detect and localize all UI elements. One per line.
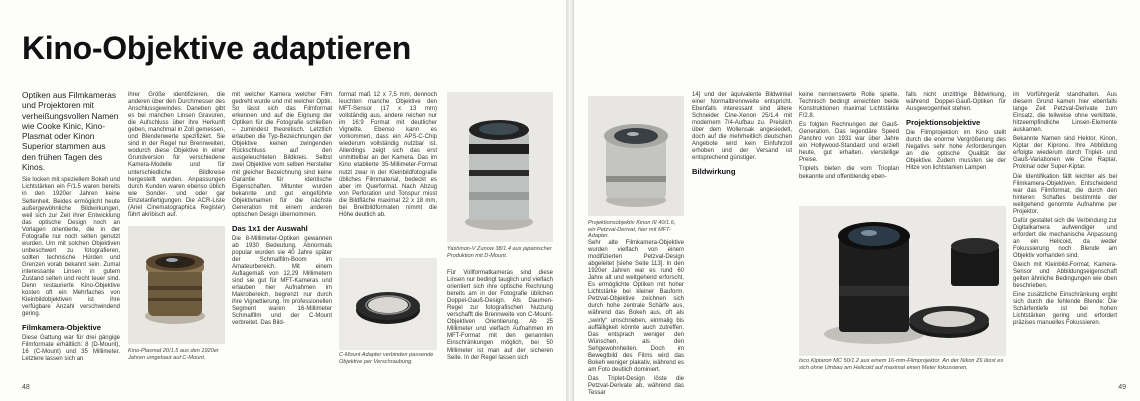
kinon-projection-lens-image <box>588 96 684 216</box>
right-page <box>574 0 1140 401</box>
caption-zunow: Yashinon-V Zunow 38/1.4 aus japanischer Produktion mit D-Mount. <box>447 246 552 259</box>
page-number-left: 48 <box>22 384 30 391</box>
section-heading: Bildwirkung <box>692 167 736 177</box>
right-column-3 <box>906 92 1006 202</box>
body-paragraph: Sie locken mit speziellem Bokeh und Lichtstärken ein F/1.5 waren bereits in den 1920er Jahren keine Seltenheit. Beides ermöglicht heute außergewöhnliche Bildwirkungen, weil sich zur Zeit ihrer Entwicklung das optische Design noch an Vorlagen orientierte, die in der Fotografie nur noch selten genutzt wurden. Um mit solchen Objektiven unbeschwert zu fotografieren, sollten technische Hürden und Grenzen vorab bekannt sein. Zumal interessante Linsen in gutem Zustand selten und recht teuer sind. Denn restaurierte Kino-Objektive kosten oft ein Mehrfaches von Kleinbildobjektiven ist ihre verfügbare Anzahl verschwindend gering. <box>22 177 120 318</box>
body-paragraph: Bekannte Namen sind Hektor, Kinon, Kiptar der Kiprono. Ihre Abbildung erfolgte wiederum durch Triplet- und Gauß-Variationen wie Cine Raptar, Prokinar oder Super-Kiptar. <box>1013 136 1117 171</box>
caption-ctype-adapter: C-Mount Adapter verbinden passende Objektive per Verschraubung. <box>339 352 434 365</box>
body-paragraph: Die Identifikation fällt leichter als bei Filmkamera-Objektiven. Entscheidend war das Filmformat, die durch den hinteren Schaftes bestimmte der weitgehend genormte Aufnahme per Projektor. <box>1013 173 1117 215</box>
body-paragraph: Die 8-Millimeter-Optiken gewannen ab 1930 Bedeutung. Abnormals popular wurden sie 40 Jahre später der Schmalfilm-Boom im Amateurbereich. Mit einem Auflagemaß von 12,29 Millimetern sind sie gut für MFT-Kameras und erlauben hier Aufnahmen im Makrobereich, begrenzt nur durch ihre Vignettierung. Im professionellen Segment waren 16-Millimeter Schmalfilm und der C-Mount verbreitet. Das Bild- <box>232 235 332 327</box>
body-paragraph: Gleich mit Kleinbild-Format, Kamera-Sensor und Abbildungseigenschaft gelten ähnliche Bedingungen wie oben beschrieben. <box>1013 262 1117 290</box>
book-gutter <box>566 0 574 401</box>
left-page <box>0 0 566 401</box>
body-paragraph: falls nicht unzittrige Bildwirkung, während Doppel-Gauß-Optiken für Ausgewogenheit stehen. <box>906 92 1006 113</box>
body-paragraph: Das Triplet-Design löste die Petzval-Derivate ab, während das Tessar <box>588 375 684 396</box>
page-title: Kino-Objektive adaptieren <box>22 30 412 66</box>
photo-kino-plasmat <box>128 226 225 344</box>
isco-kiptaron-lens-image <box>799 206 1006 356</box>
section-heading: Das 1x1 der Auswahl <box>232 223 308 233</box>
photo-ctype-adapter <box>339 258 437 350</box>
left-column-2 <box>128 92 225 220</box>
photo-zunow <box>447 92 553 242</box>
body-paragraph: Sehr alte Filmkamera-Objektive wurden vielfach von einem modifizierten Petzval-Design abgeleitet [siehe Seite 113]. In den 1920er Jahren war es rund 60 Jahre alt und weitgehend erforscht. Es ermöglichte Optiken mit hoher Lichtstärke bei kleiner Bauform. Petzval-Objektive zeichnen sich durch hohe zentrale Schärfe aus, während das Bokeh aus, oft als „swirly“ umschrieben, einmalig bis auffälligkeit könnte auch zutreffen. Das entsprach weniger den Wünschen, als den Sehgewohnheiten. Doch im Bewegtbild des Films wird das Bokeh weniger plakativ, während es am Foto deutlich dominiert. <box>588 240 684 373</box>
page-number-right: 49 <box>1118 384 1126 391</box>
body-paragraph: mit welcher Kamera welcher Film gedreht wurde und mit welcher Optik. So lässt sich das Filmformat erkennen und auf die Eignung der Optiken für die Fotografie schließen – zumindest theoretisch. Letztlich erlauben die Typ-Bezeichnungen der Objektive keinen zwingenden Rückschluss auf den ausgeleuchteten Bildkreis. Selbst zwei Objektive vom selben Hersteller mit gleicher Bezeichnung sind keine Garantie für identische Eigenschaften. Mitunter wurden bekannte und gut eingeführte Objektivnamen für die nächste Generation mit einem anderen optischen Design übernommen. <box>232 92 332 218</box>
body-paragraph: Diese Gattung war für drei gängige Filmformate erhältlich: 8 (D-Mount), 16 (C-Mount) und 35 Millimeter. Letztere lassen sich an <box>22 335 120 363</box>
body-paragraph: im Vorführgerät standhalten. Aus diesem Grund kamen hier ebenfalls lange Zeit Petzval-Derivate zum Einsatz, die teilweise ohne verkittete, hitzeempfindliche Linsen-Elemente auskamen. <box>1013 92 1117 134</box>
left-column-5 <box>447 270 553 380</box>
kino-plasmat-lens-image <box>128 226 225 344</box>
right-column-4 <box>1013 92 1117 382</box>
body-paragraph: Die Filmprojektion im Kino stellt durch die enorme Vergrößerung des Negativs sehr hohe Anforderungen an die optische Qualität der Objektive. Zudem mussten sie der Hitze von lichtstarken Lampen <box>906 130 1006 172</box>
body-paragraph: 14] und der äquivalente Bildwinkel einer Normalbrennweite entspricht. Ebenfalls interessant sind ältere Schneider Cine-Xenon 25/1.4 mit modernem 7/4-Aufbau zu. Preislich über dem Wollensak angesiedelt, doch auf die mehrheitlich deutschen Angebote wird kein Einfuhrzoll erhoben und der Versand ist entsprechend günstiger. <box>692 92 792 162</box>
body-paragraph: Für Vollformatkameras sind diese Linsen nur bedingt tauglich und vielfach orientiert sich ihre optische Rechnung bereits am in der Fotografie üblichen Doppel-Gauß-Design. Als Daumen-Regel zur fotografischen Nutzung verschafft die Brennweite von C-Mount-Objektiven Orientierung. Ab 25 Millimeter und vielfach Aufnahmen im MFT-Format mit den genannten Einschränkungen möglich, bei 50 Millimeter ist man auf der sicheren Seite. In der Regel lassen sich <box>447 270 553 361</box>
body-paragraph: Eine zusätzliche Einschränkung ergibt sich durch die fehlende Blende: Die Schärfentiefe ist bei hohen Lichtstärken gering und erfordert präzises manuelles Fokussieren. <box>1013 292 1117 327</box>
body-paragraph: keine nennenswerte Rolle spielte. Technisch bedingt erreichten beide Konstruktionen maximal Lichtstärke F/2.8. <box>799 92 899 120</box>
body-paragraph: Triplets bieten die vom Trioplan bekannte und offenblendig eben- <box>799 166 899 180</box>
body-paragraph: ihrer Größe identifizieren, die anderen über den Durchmesser des Anschlussgewindes. Daneben gibt es bei manchen Linsen Gravuren, die Aufschluss über ihre Herkunft geben, manchmal in Zoll gemessen, und Blendenwerte spezifiziert. Sie sind in der Regel nur Brennweiten, wodurch diese Objektive in einer Grundversion für verschiedene Kamera-Modelle und für unterschiedliche Bildkreise hergestellt wurden. Anpassungen durch Kunden waren ebenso üblich wie Sonder- und oder gar Einzelanfertigungen. Die ACR-Liste (Ariel Cinematographica Register) führt akribisch auf. <box>128 92 225 218</box>
photo-kinon <box>588 96 684 216</box>
body-paragraph: format maß 12 x 7,5 mm, dennoch leuchten manche Objektive den MFT-Sensor (17 x 13 mm) vollständig aus, andere reichen nur im 16:9 Format mit deutlicher Vignette. Ebenso kann es vorkommen, dass ein APS-C-Chip wiederum vollständig nutzbar ist. Allerdings zeigt sich das erst unmittelbar an der Kamera. Das im Kino etablierte 35-Millimeter-Format nutzt zwar in der Kleinbildfotografie übliches Filmmaterial, bedeckt es aber im Querformat. Nach Abzug von Perforation und Tonspur misst die Bildfläche maximal 22 x 18 mm, bei Breitbildformaten nimmt die Höhe deutlich ab. <box>339 92 437 218</box>
right-column-1b <box>588 240 684 396</box>
zunow-lens-image <box>447 92 553 242</box>
caption-isco: Isco Kiptaron MC 50/1.2 aus einem 16-mm-Filmprojektor. An der Nikon Z6 lässt es sich ohne Umbau am Helicoid auf maximal einen Meter fokussieren. <box>799 358 1004 371</box>
body-paragraph: Dafür gestaltet sich die Verbindung zur Digitalkamera aufwendiger und erfordert die mechanische Anpassung an ein Helicoid, da weder Fokussierung noch Blende am Objektiv vorhanden sind. <box>1013 217 1117 260</box>
left-column-3 <box>232 92 332 382</box>
left-column-1 <box>22 90 120 380</box>
c-mount-adapter-image <box>339 258 437 350</box>
caption-kinon: Projektionsobjektiv Kinon III 40/1.6, ein Petzval-Derivat, hier mit MFT-Adapter. <box>588 220 676 240</box>
photo-isco <box>799 206 1006 356</box>
section-heading: Projektionsobjektive <box>906 118 981 128</box>
caption-kino-plasmat: Kino-Plasmat 20/1.5 aus den 1920er Jahren umgebaut auf C-Mount. <box>128 348 219 361</box>
right-column-2 <box>799 92 899 202</box>
right-column-1 <box>692 92 792 382</box>
lede-paragraph: Optiken aus Filmkameras und Projektoren mit verheißungsvollen Namen wie Cooke Kinic, Kino-Plasmat oder Kinon Superior stammen aus den frühen Tagen des Kinos. <box>22 90 119 173</box>
body-paragraph: Es folgten Rechnungen der Gauß-Generation. Das legendäre Speed Panchro von 1931 war über Jahre ein Hollywood-Standard und erzielt heute, gut erhalten, vierstellige Preise. <box>799 122 899 164</box>
left-column-4 <box>339 92 437 242</box>
section-heading: Filmkamera-Objektive <box>22 323 101 333</box>
